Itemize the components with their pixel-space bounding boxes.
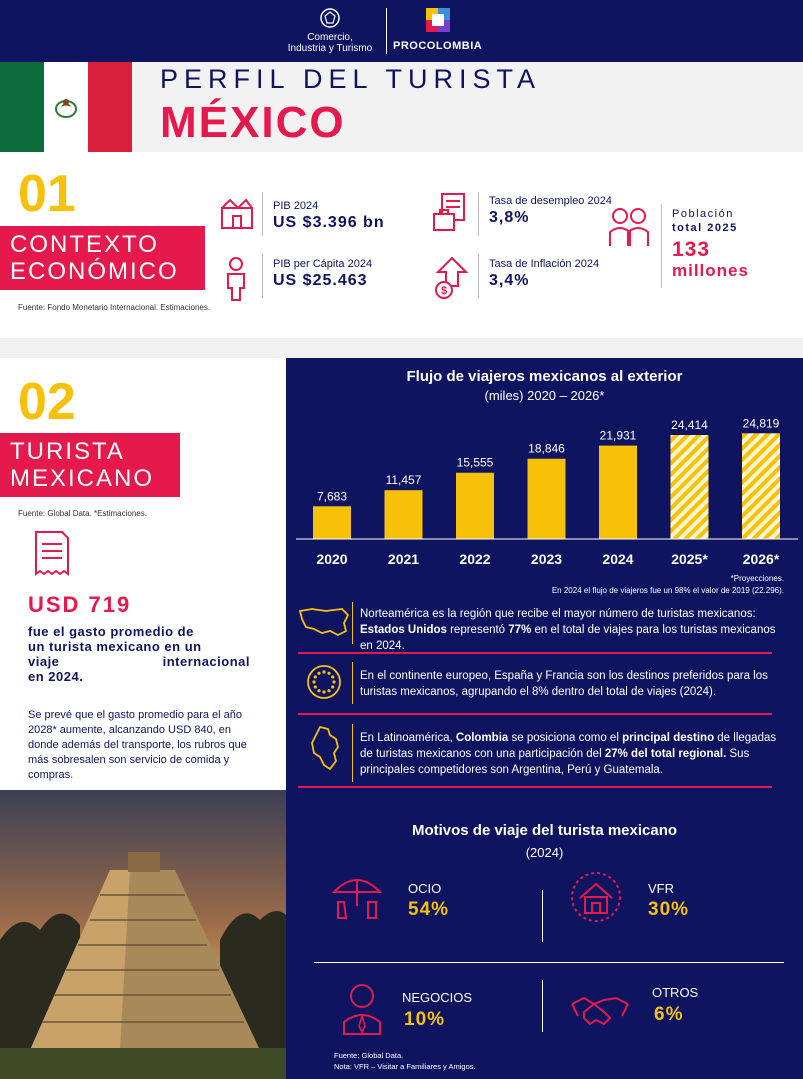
insight-separator [298, 652, 772, 654]
section1-title-line1: CONTEXTO [10, 231, 159, 258]
x-tick-label: 2020 [316, 551, 348, 567]
spend-line: un turista mexicano en un [28, 639, 202, 654]
travellers-bar-chart [286, 404, 803, 574]
stat-divider [262, 192, 263, 236]
inflation-value: 3,4% [489, 272, 530, 289]
ministry-line2: Industria y Turismo [287, 43, 373, 54]
chart-subtitle: (miles) 2020 – 2026* [484, 388, 605, 403]
motive-other-value: 6% [654, 1004, 684, 1025]
inflation-icon [432, 256, 470, 300]
stat-divider [262, 254, 263, 298]
x-tick-label: 2022 [459, 551, 491, 567]
motive-divider [542, 890, 543, 942]
spend-word: internacional [162, 654, 250, 669]
insight-separator [298, 786, 772, 788]
motives-subtitle: (2024) [525, 845, 564, 860]
section1-source: Fuente: Fondo Monetario Internacional. Estimaciones. [18, 303, 211, 312]
bar-value-label: 21,931 [599, 428, 637, 443]
bar-value-label: 7,683 [316, 489, 348, 504]
x-tick-label: 2026* [742, 551, 780, 567]
beach-umbrella-icon [330, 872, 384, 929]
population-label1: Población [672, 208, 734, 220]
ministry-name [280, 32, 380, 54]
bar-2024 [599, 446, 637, 539]
spend-word: viaje [28, 654, 60, 669]
insight-usa [360, 606, 780, 654]
insight-highlight: 77% [508, 624, 532, 636]
insight-divider [352, 602, 353, 644]
bar-2021 [385, 490, 423, 539]
insight-text: se posiciona como el [508, 732, 623, 744]
bar-value-label: 24,414 [671, 418, 708, 433]
motive-business-value: 10% [404, 1009, 446, 1030]
bar-2023 [528, 459, 566, 539]
unemployment-label: Tasa de desempleo 2024 [489, 195, 612, 207]
insight-divider [352, 662, 353, 704]
motives-title: Motivos de viaje del turista mexicano [411, 822, 678, 839]
colombia-map-icon [310, 725, 340, 776]
unemployment-value: 3,8% [489, 209, 530, 226]
top-bar [0, 0, 803, 62]
section2-number: 02 [18, 373, 76, 431]
usa-map-icon [296, 603, 352, 644]
x-tick-label: 2024 [602, 551, 634, 567]
motive-separator [314, 962, 784, 963]
population-value: 133 [672, 238, 711, 261]
procolombia-logo-icon [424, 6, 452, 41]
x-tick-label: 2021 [387, 551, 420, 567]
motive-business-label: NEGOCIOS [402, 990, 473, 1005]
gdp-per-capita-value: US $25.463 [273, 272, 368, 289]
mexico-flag-icon [0, 62, 132, 152]
insight-highlight: 27% del total regional. [604, 748, 727, 760]
ministry-emblem-icon [318, 6, 342, 35]
insight-highlight: principal destino [622, 732, 715, 744]
bar-2022 [456, 473, 494, 539]
brand-name: PROCOLOMBIA [393, 40, 483, 52]
insight-separator [298, 713, 772, 715]
logo-divider [386, 8, 387, 54]
section1-title [0, 226, 205, 290]
receipt-icon [32, 528, 72, 578]
country-title: MÉXICO [160, 98, 346, 147]
insight-text: Norteamérica es la región que recibe el mayor número de turistas mexicanos: [360, 608, 756, 620]
section2-title [0, 433, 180, 497]
profile-kicker: PERFIL DEL TURISTA [160, 64, 542, 94]
section2-title-line2: MEXICANO [10, 465, 155, 492]
stat-divider [478, 192, 479, 236]
gdp-per-capita-label: PIB per Cápita 2024 [273, 258, 373, 270]
spend-line: fue el gasto promedio de [28, 624, 194, 639]
insight-text: representó [446, 624, 509, 636]
factory-icon [216, 192, 258, 234]
handshake-icon [570, 992, 630, 1037]
ministry-line1: Comercio, [307, 32, 353, 43]
bar-2026 [742, 433, 780, 539]
average-spend-value: USD 719 [28, 592, 132, 617]
insight-highlight: Colombia [455, 732, 509, 744]
section2-title-line1: TURISTA [10, 438, 125, 465]
bar-value-label: 24,819 [742, 416, 780, 431]
stat-divider [478, 254, 479, 298]
motives-note: Nota: VFR – Visitar a Familiares y Amigos. [334, 1062, 476, 1071]
insight-text: en el total de viajes para los turistas mexicanos en 2024. [360, 624, 776, 652]
insight-divider [352, 724, 353, 782]
motive-leisure-value: 54% [408, 899, 450, 920]
spend-line: en 2024. [28, 669, 84, 684]
section-separator [0, 338, 803, 358]
motive-leisure-label: OCIO [408, 881, 442, 896]
x-tick-label: 2023 [530, 551, 563, 567]
house-icon [568, 870, 624, 929]
briefcase-icon [432, 192, 470, 234]
insight-text: En Latinoamérica, [360, 732, 456, 744]
insight-colombia [360, 730, 780, 778]
population-unit: millones [672, 261, 749, 280]
chart-note-projections: *Proyecciones. [730, 574, 784, 583]
motives-source: Fuente: Global Data. [334, 1051, 404, 1060]
gdp-value: US $3.396 bn [273, 214, 385, 231]
insight-highlight: Estados Unidos [360, 624, 447, 636]
section2-source: Fuente: Global Data. *Estimaciones. [18, 509, 147, 518]
chart-title: Flujo de viajeros mexicanos al exterior [406, 368, 683, 385]
chichen-itza-photo [0, 790, 286, 1079]
inflation-label: Tasa de Inflación 2024 [489, 258, 600, 270]
population-label2: total 2025 [672, 222, 738, 234]
bar-2025 [671, 435, 709, 539]
spend-forecast: Se prevé que el gasto promedio para el año 2028* aumente, alcanzando USD 840, en donde además del transporte, los rubros que más sobresalen son servicio de comida y compras. [28, 709, 247, 781]
svg-text:$: $ [440, 285, 448, 297]
bar-2020 [313, 506, 351, 539]
motive-vfr-label: VFR [648, 881, 674, 896]
gdp-label: PIB 2024 [273, 200, 319, 212]
motive-vfr-value: 30% [648, 899, 690, 920]
bar-value-label: 18,846 [528, 441, 565, 456]
insight-europe: En el continente europeo, España y Francia son los destinos preferidos para los turistas mexicanos, agrupando el 8% dentro del total de viajes (2024). [360, 670, 768, 698]
section1-title-line2: ECONÓMICO [10, 258, 179, 285]
insight-text: Sus principales competidores son Argentina, Perú y Guatemala. [360, 748, 750, 776]
section1-number: 01 [18, 165, 76, 223]
x-tick-label: 2025* [671, 551, 708, 567]
average-spend-text [28, 624, 250, 684]
eu-stars-icon [306, 664, 342, 705]
spend-line [28, 654, 250, 669]
businessman-icon [340, 982, 384, 1041]
motive-divider [542, 980, 543, 1032]
person-icon [222, 256, 250, 302]
motive-other-label: OTROS [652, 985, 699, 1000]
population-icon [606, 206, 652, 248]
stat-divider [661, 204, 662, 288]
bar-value-label: 15,555 [456, 455, 494, 470]
insight-text: de llegadas de turistas mexicanos con una participación del [360, 732, 777, 760]
chart-note-2019: En 2024 el flujo de viajeros fue un 98% el valor de 2019 (22.296). [551, 586, 784, 595]
bar-value-label: 11,457 [385, 473, 422, 488]
